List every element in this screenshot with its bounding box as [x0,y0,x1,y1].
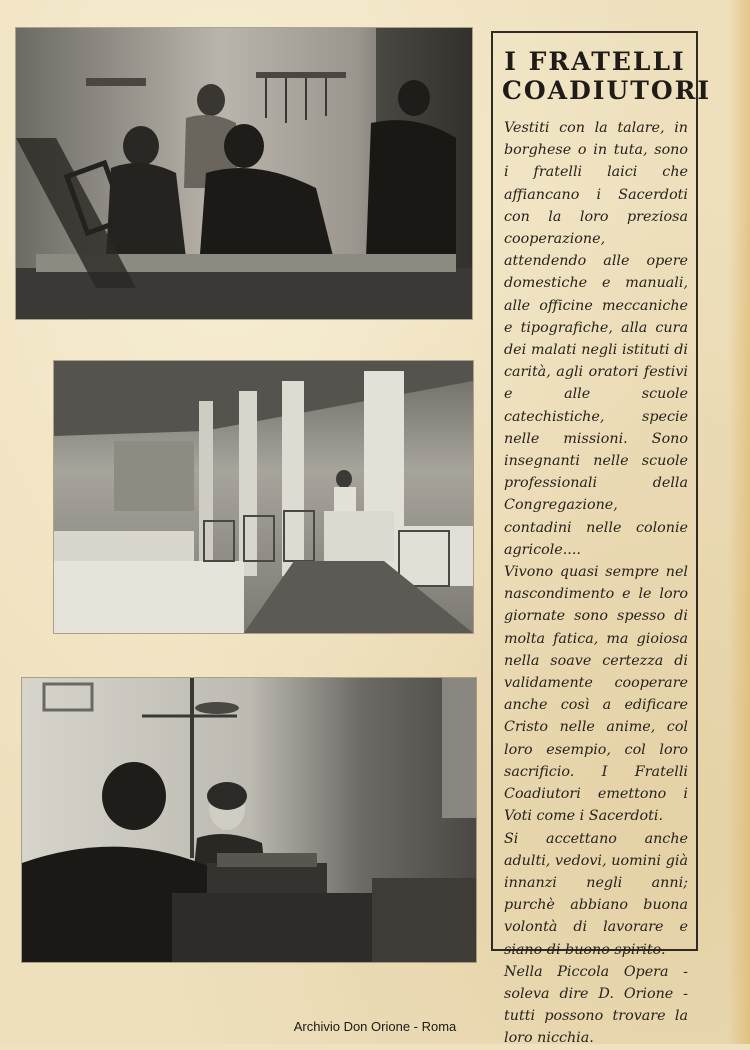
article-paragraph-1: Vestiti con la talare, in borghese o in tuta, sono i fratelli laici che affiancano i Sacerdoti con la loro preziosa cooperazione, attendendo alle opere domestiche e manuali, alle officine meccaniche e tipografiche, alla cura dei malati negli istituti di carità, agli oratori festivi e alle scuole catechistiche, specie nelle missioni. Sono insegnanti nelle scuole professionali della Congregazione, contadini nelle colonie agricole.... [504,120,688,558]
article-paragraph-3: Si accettano anche adulti, vedovi, uomini già innanzi negli anni; purchè abbiano buona volontà di lavorare e siano di buono spirito. [504,830,688,958]
article-body [502,117,688,1050]
photo-typewriter [22,678,476,962]
article-title-line-1: I FRATELLI [504,47,686,76]
archive-caption: Archivio Don Orione - Roma [293,1019,457,1034]
article-paragraph-4: Nella Piccola Opera - soleva dire D. Orione - tutti possono trovare la loro nicchia. [504,963,688,1047]
article-title [502,47,712,105]
article-box [491,31,712,1047]
page-edge-stain [728,0,750,1044]
article-title-line-2: COADIUTORI [502,76,712,105]
photo-workshop [16,28,472,319]
article-paragraph-2: Vivono quasi sempre nel nascondimento e le loro giornate sono spesso di molta fatica, ma gioiosa nella soave certezza di validamente cooperare anche così a edificare Cristo nelle anime, col loro esempio, col loro sacrificio. I Fratelli Coadiutori emettono i Voti come i Sacerdoti. [504,564,688,825]
photo-ward [54,361,473,633]
